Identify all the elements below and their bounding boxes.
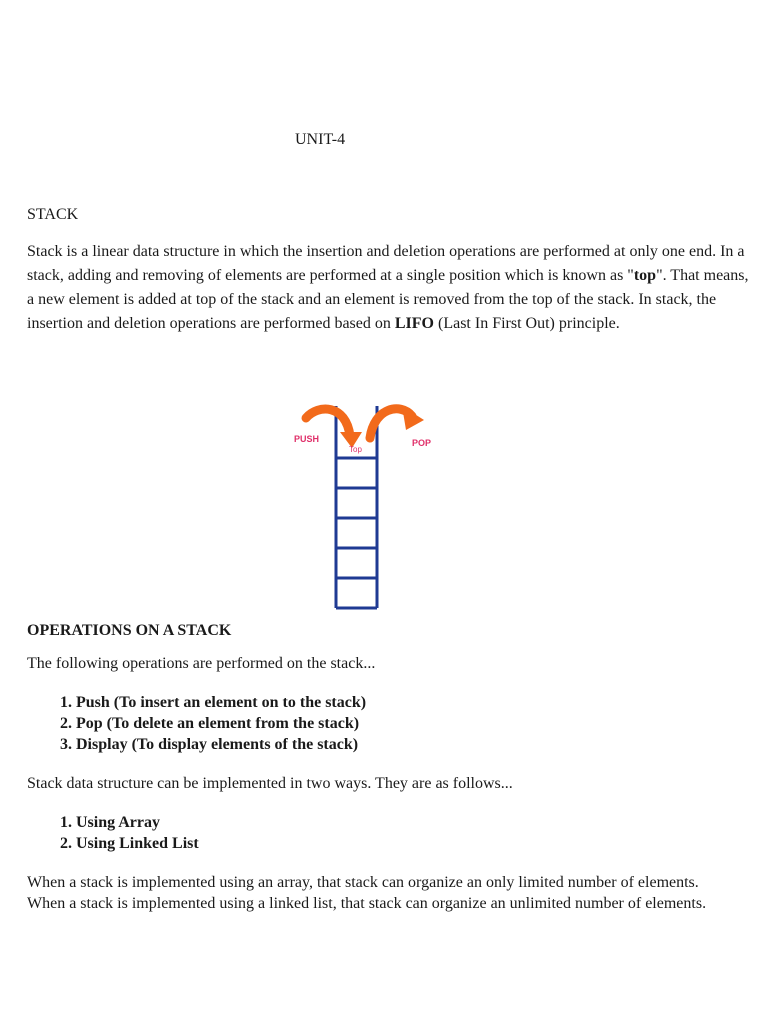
list-item-text: Display (To display elements of the stack) (76, 736, 359, 753)
implementation-intro: Stack data structure can be implemented in two ways. They are as follows... (27, 775, 513, 792)
list-item (27, 833, 199, 854)
list-item-text: Using Array (76, 814, 160, 831)
list-item-number: 2. (60, 835, 72, 852)
list-item-number: 1. (60, 694, 72, 711)
push-label: PUSH (294, 434, 320, 444)
intro-lifo-word: LIFO (394, 315, 434, 332)
operations-intro: The following operations are performed on the stack... (27, 655, 376, 672)
intro-text-part3: (Last In First Out) principle. (434, 315, 620, 332)
stack-figure (288, 398, 438, 614)
list-item-text: Pop (To delete an element from the stack) (76, 715, 360, 732)
closing-line-linked-list: When a stack is implemented using a linked list, that stack can organize an unlimited number of elements. (27, 895, 707, 912)
list-item-number: 2. (60, 715, 72, 732)
list-item (27, 734, 366, 755)
list-item-text: Push (To insert an element on to the stack) (76, 694, 367, 711)
list-item (27, 692, 366, 713)
operations-heading: OPERATIONS ON A STACK (27, 622, 232, 639)
list-item-number: 1. (60, 814, 72, 831)
operations-list (27, 692, 366, 755)
list-item-number: 3. (60, 736, 72, 753)
intro-text-part1: Stack is a linear data structure in which the insertion and deletion operations are performed at only one end. In a stack, adding and removing of elements are performed at a single position which is known as " (27, 243, 745, 284)
unit-title: UNIT-4 (295, 131, 346, 148)
stack-illustration (288, 398, 438, 614)
intro-text-part2: ". That means, a new element is added at top of the stack and an element is removed from the top of the stack. In stack, the insertion and deletion operations are performed based on (27, 267, 749, 332)
pop-label: POP (412, 438, 432, 448)
top-label: Top (349, 445, 362, 454)
section-title: STACK (27, 206, 79, 223)
list-item (27, 713, 366, 734)
intro-paragraph (27, 240, 757, 336)
closing-paragraph (27, 872, 762, 914)
list-item-text: Using Linked List (76, 835, 199, 852)
list-item (27, 812, 199, 833)
closing-line-array: When a stack is implemented using an array, that stack can organize an only limited number of elements. (27, 874, 699, 891)
implementation-list (27, 812, 199, 854)
stack-rungs (336, 458, 377, 608)
intro-top-word: top (633, 267, 657, 284)
